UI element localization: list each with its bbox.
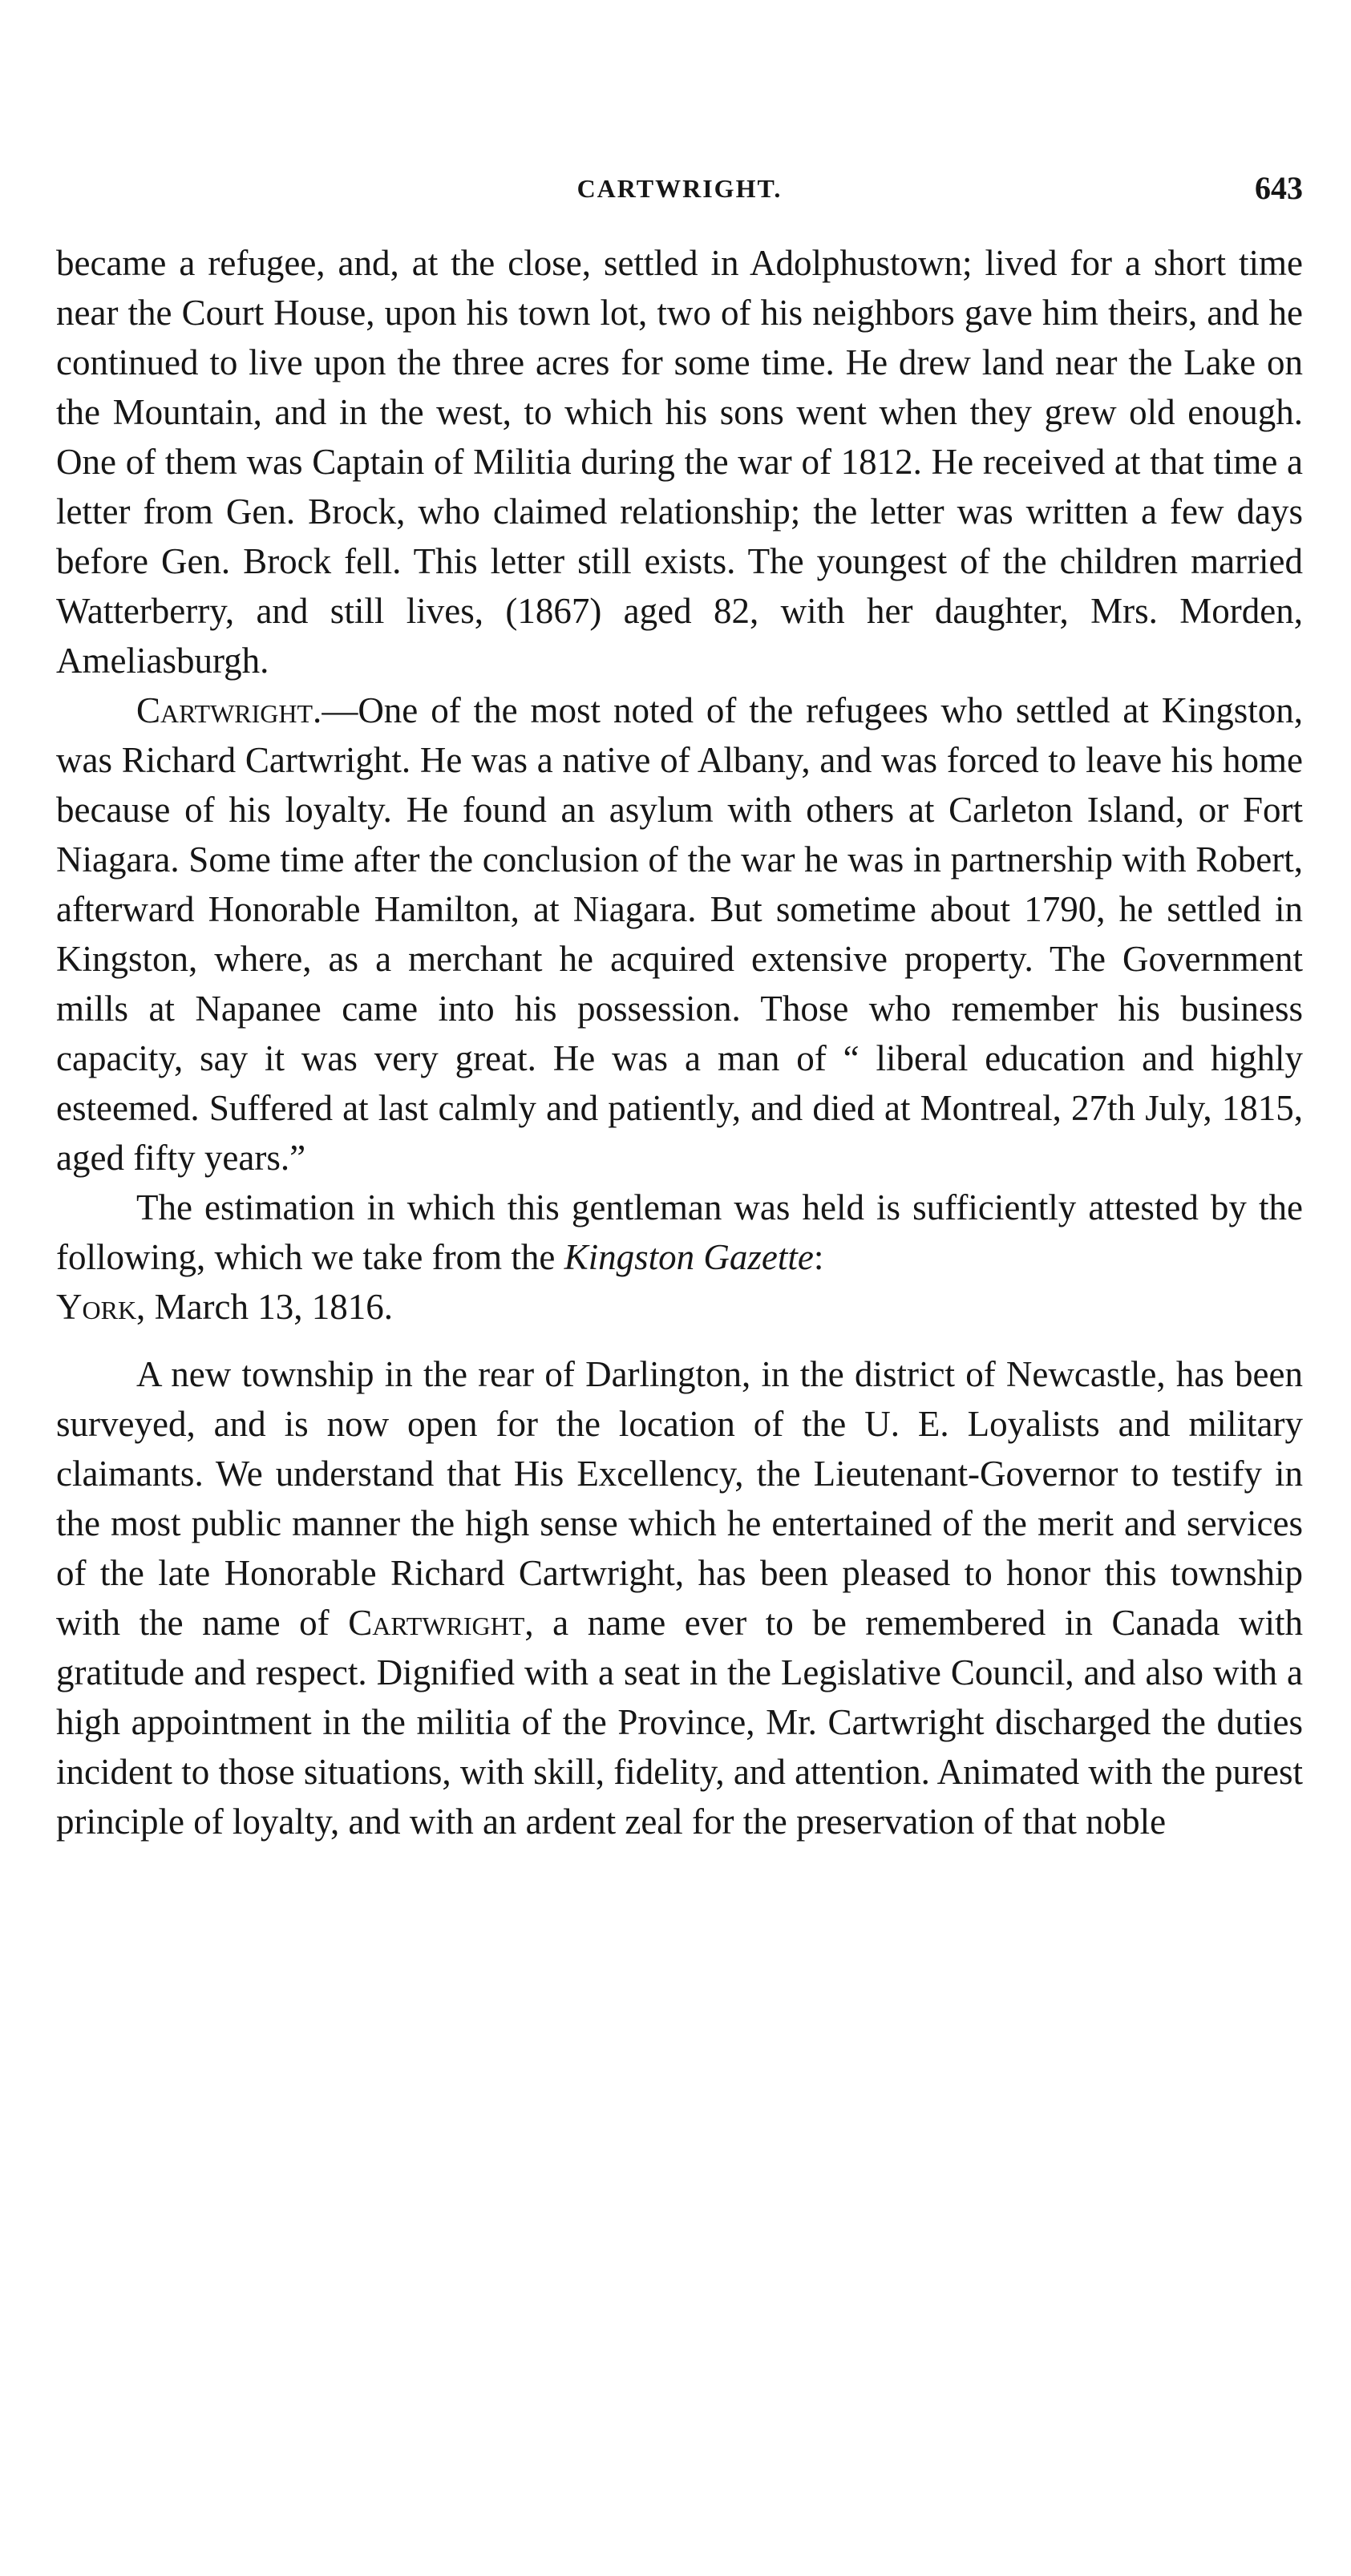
paragraph-text: —One of the most noted of the refugees who settled at Kingston, was Richard Cartwright. He was a native of Albany, and was forced to leave his home because of his loyalty. He found an asylum with others at Carleton Island, or Fort Niagara. Some time after the conclusion of the war he was in partnership with Robert, afterward Honorable Hamilton, at Niagara. But sometime about 1790, he settled in Kingston, where, as a merchant he acquired extensive property. The Government mills at Napanee came into his possession. Those who remember his business capacity, say it was very great. He was a man of “ liberal education and highly esteemed. Suffered at last calmly and patiently, and died at Montreal, 27th July, 1815, aged fifty years.” — [56, 690, 1303, 1178]
running-head: CARTWRIGHT. — [576, 174, 783, 203]
section-lead-word: Cartwright. — [136, 690, 322, 730]
dateline-place: York, — [56, 1287, 146, 1327]
paragraph-text-continued: , a name ever to be remembered in Canada with gratitude and respect. Dignified with a seat in the Legislative Council, and also with a high appointment in the militia of the Province, Mr. Cartwright discharged the duties incident to those situations, with skill, fidelity, and attention. Animated with the purest principle of loyalty, and with an ardent zeal for the preservation of that noble — [56, 1603, 1303, 1842]
paragraph-colon: : — [813, 1237, 824, 1277]
paragraph-refugee-continuation — [56, 238, 1303, 685]
paragraph-text: became a refugee, and, at the close, settled in Adolphustown; lived for a short time near the Court House, upon his town lot, two of his neighbors gave him theirs, and he continued to live upon the three acres for some time. He drew land near the Lake on the Mountain, and in the west, to which his sons went when they grew old enough. One of them was Captain of Militia during the war of 1812. He received at that time a letter from Gen. Brock, who claimed relationship; the letter was written a few days before Gen. Brock fell. This letter still exists. The youngest of the children married Watterberry, and still lives, (1867) aged 82, with her daughter, Mrs. Morden, Ameliasburgh. — [56, 243, 1303, 681]
paragraph-gazette-quote — [56, 1349, 1303, 1846]
page-number: 643 — [1255, 170, 1303, 206]
newspaper-title: Kingston Gazette — [564, 1237, 814, 1277]
paragraph-text: The estimation in which this gentleman was held is sufficiently attested by the following, which we take from the — [56, 1187, 1303, 1277]
page-header — [56, 164, 1303, 212]
body-text — [56, 238, 1303, 1846]
paragraph-text: A new township in the rear of Darlington, in the district of Newcastle, has been surveyed, and is now open for the location of the U. E. Loyalists and military claimants. We understand that His Excellency, the Lieutenant-Governor to testify in the most public manner the high sense which he entertained of the merit and services of the late Honorable Richard Cartwright, has been pleased to honor this township with the name of — [56, 1354, 1303, 1643]
dateline-date: March 13, 1816. — [154, 1287, 394, 1327]
township-name: Cartwright — [348, 1603, 525, 1643]
dateline — [56, 1282, 1303, 1332]
paragraph-estimation — [56, 1183, 1303, 1282]
paragraph-cartwright-biography — [56, 685, 1303, 1183]
